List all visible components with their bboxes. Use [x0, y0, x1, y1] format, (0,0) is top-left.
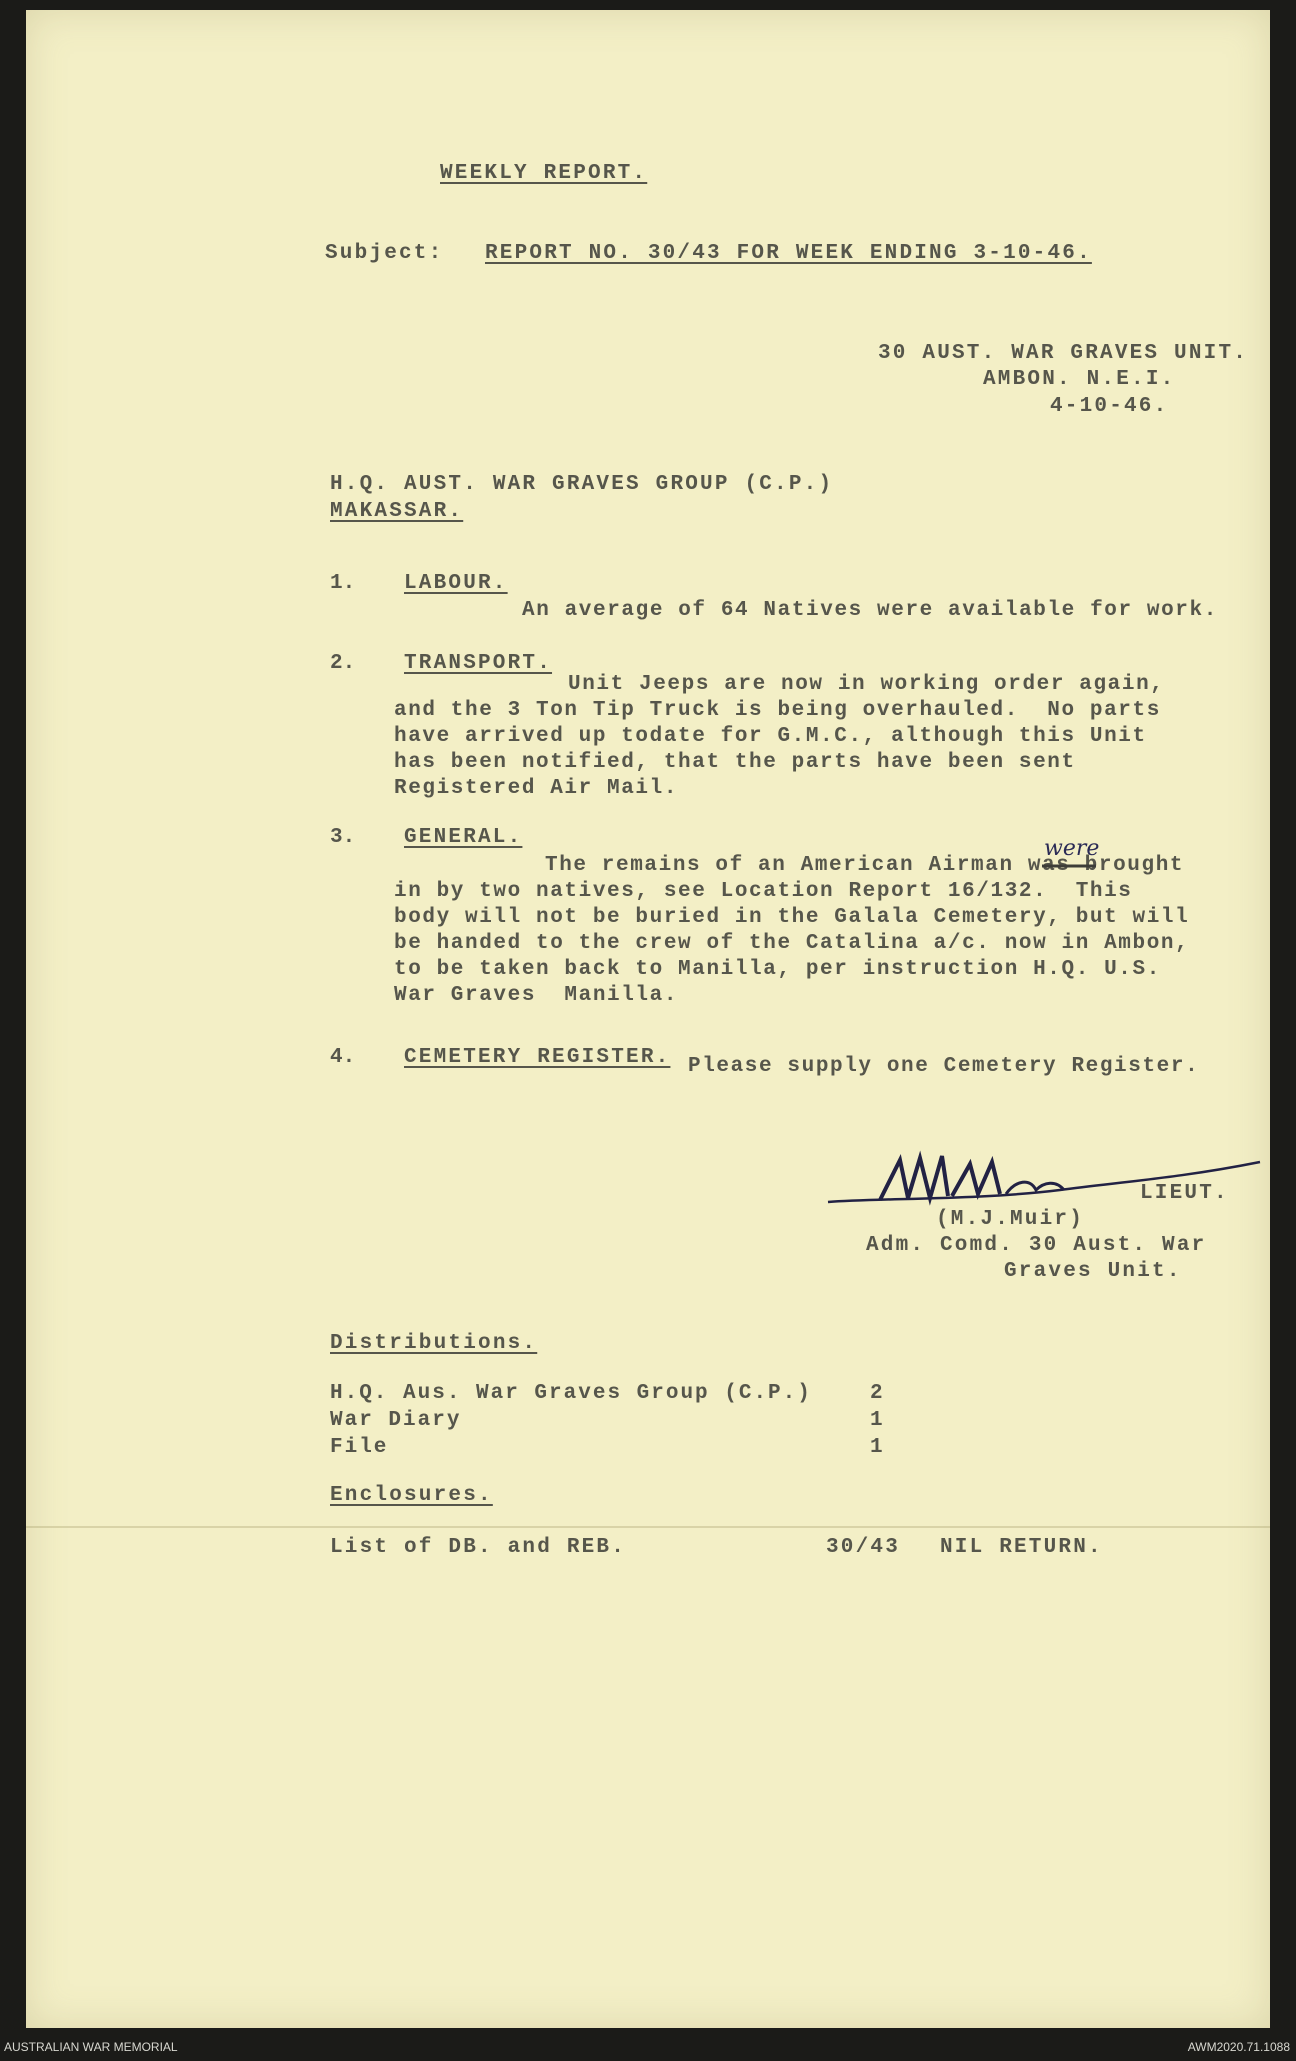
distribution-row-2: War Diary — [330, 1409, 462, 1432]
section-3-line-1: The remains of an American Airman was brought — [545, 854, 1185, 877]
paper-fold — [26, 1526, 1270, 1528]
distribution-row-1: H.Q. Aus. War Graves Group (C.P.) — [330, 1382, 812, 1405]
section-2-title: TRANSPORT. — [404, 652, 553, 675]
distribution-copies-1: 2 — [870, 1382, 883, 1405]
enclosures-heading: Enclosures. — [330, 1484, 493, 1507]
from-location: AMBON. N.E.I. — [983, 368, 1176, 391]
distribution-row-3: File — [330, 1436, 389, 1459]
distribution-copies-3: 1 — [870, 1436, 883, 1459]
signature-title-2: Graves Unit. — [1004, 1260, 1182, 1283]
enclosures-status: NIL RETURN. — [940, 1536, 1103, 1559]
section-2-line-1: Unit Jeeps are now in working order again, — [568, 673, 1165, 696]
section-1-number: 1. — [330, 572, 356, 595]
section-3-line-5: to be taken back to Manilla, per instruction H.Q. U.S. — [394, 958, 1161, 981]
section-3-line-6: War Graves Manilla. — [394, 984, 679, 1007]
signature-name: (M.J.Muir) — [936, 1208, 1085, 1231]
section-3-line-2: in by two natives, see Location Report 16/132. This — [394, 880, 1133, 903]
distribution-copies-2: 1 — [870, 1409, 883, 1432]
section-2-line-3: have arrived up todate for G.M.C., although this Unit — [394, 725, 1147, 748]
enclosures-item: List of DB. and REB. — [330, 1536, 627, 1559]
report-heading: WEEKLY REPORT. — [440, 162, 648, 185]
section-3-title: GENERAL. — [404, 826, 523, 849]
section-4-line-1: Please supply one Cemetery Register. — [688, 1055, 1200, 1078]
strikethrough-mark — [1040, 862, 1098, 870]
section-2-number: 2. — [330, 652, 356, 675]
enclosures-ref: 30/43 — [826, 1536, 901, 1559]
section-2-line-5: Registered Air Mail. — [394, 777, 679, 800]
from-unit: 30 AUST. WAR GRAVES UNIT. — [878, 342, 1249, 365]
to-line2: MAKASSAR. — [330, 500, 464, 523]
section-4-title: CEMETERY REGISTER. — [404, 1046, 671, 1069]
subject-text: REPORT NO. 30/43 FOR WEEK ENDING 3-10-46. — [485, 242, 1092, 265]
distribution-heading: Distributions. — [330, 1332, 538, 1355]
section-1-title: LABOUR. — [404, 572, 508, 595]
section-3-number: 3. — [330, 826, 356, 849]
section-1-line-1: An average of 64 Natives were available for work. — [522, 599, 1218, 622]
section-2-line-4: has been notified, that the parts have been sent — [394, 751, 1076, 774]
handwritten-correction: were — [1044, 836, 1100, 861]
section-2-line-2: and the 3 Ton Tip Truck is being overhauled. No parts — [394, 699, 1161, 722]
from-date: 4-10-46. — [1050, 395, 1169, 418]
signature-title-1: Adm. Comd. 30 Aust. War — [866, 1234, 1207, 1257]
section-3-line-4: be handed to the crew of the Catalina a/c. now in Ambon, — [394, 932, 1190, 955]
footer-left: AUSTRALIAN WAR MEMORIAL — [4, 2040, 178, 2054]
footer-right: AWM2020.71.1088 — [1187, 2040, 1290, 2054]
section-4-number: 4. — [330, 1046, 356, 1069]
document-page — [26, 10, 1270, 2028]
signature-rank: LIEUT. — [1140, 1182, 1229, 1205]
subject-label: Subject: — [325, 242, 444, 265]
to-line1: H.Q. AUST. WAR GRAVES GROUP (C.P.) — [330, 473, 834, 496]
section-3-line-3: body will not be buried in the Galala Cemetery, but will — [394, 906, 1190, 929]
